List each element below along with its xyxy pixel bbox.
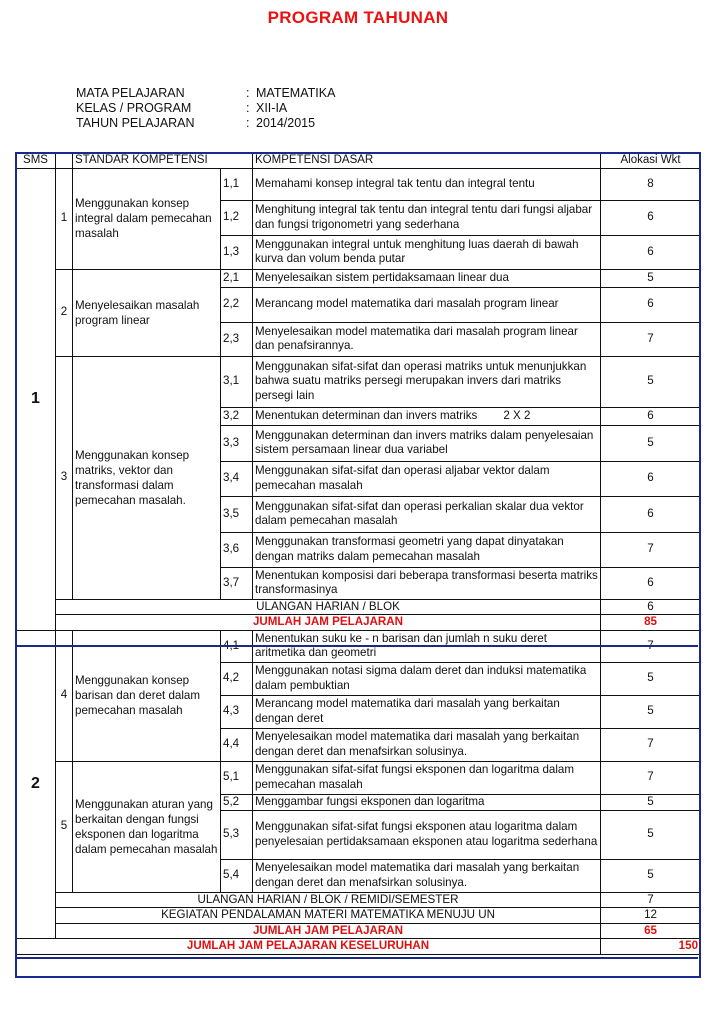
kd-text-cell <box>253 728 601 761</box>
summary-label: KEGIATAN PENDALAMAN MATERI MATEMATIKA MENUJU UN <box>56 908 601 924</box>
kd-text-cell <box>253 859 601 892</box>
kd-text-cell <box>253 269 601 287</box>
kd-text-cell <box>253 810 601 859</box>
kd-text: Menggunakan transformasi geometri yang dapat dinyatakan dengan matriks dalam pemecahan masalah <box>255 535 564 563</box>
meta-value: 2014/2015 <box>256 116 316 130</box>
summary-label: ULANGAN HARIAN / BLOK <box>56 599 601 615</box>
alokasi-value: 7 <box>601 761 701 794</box>
kd-text: Merancang model matematika dari masalah program linear <box>255 297 559 311</box>
meta-row <box>76 101 335 116</box>
kd-number: 5,3 <box>221 810 253 859</box>
kd-number: 1,2 <box>221 200 253 235</box>
kd-text-cell <box>253 200 601 235</box>
summary-value: 85 <box>601 615 701 631</box>
kd-number: 5,1 <box>221 761 253 794</box>
summary-value: 65 <box>601 923 701 939</box>
kd-number: 4,3 <box>221 695 253 728</box>
meta-value: MATEMATIKA <box>256 86 336 100</box>
sk-number: 2 <box>56 269 73 356</box>
kd-text-cell <box>253 425 601 461</box>
page-title: PROGRAM TAHUNAN <box>267 8 449 27</box>
alokasi-value: 5 <box>601 794 701 810</box>
kd-text-cell <box>253 532 601 567</box>
kd-text-cell <box>253 356 601 407</box>
kd-number: 3,5 <box>221 496 253 532</box>
sk-text: Menggunakan aturan yang berkaitan dengan fungsi eksponen dan logaritma dalam pemecahan masalah <box>73 761 221 892</box>
kd-text: Menentukan komposisi dari beberapa transformasi beserta matriks transformasinya <box>255 568 598 596</box>
total-divider <box>16 957 698 959</box>
kd-text: Menentukan determinan dan invers matriks <box>255 408 478 422</box>
summary-label: JUMLAH JAM PELAJARAN <box>56 923 601 939</box>
kd-text-cell <box>253 407 601 425</box>
kd-text-cell <box>253 322 601 356</box>
semester-number: 2 <box>16 630 56 939</box>
summary-row <box>16 908 701 924</box>
kd-text: Menyelesaikan model matematika dari masalah yang berkaitan dengan deret dan menafsirkan solusinya. <box>255 730 580 758</box>
alokasi-value: 5 <box>601 425 701 461</box>
kd-text: Menyelesaikan model matematika dari masalah yang berkaitan dengan deret dan menafsirkan solusinya. <box>255 861 580 889</box>
alokasi-value: 5 <box>601 810 701 859</box>
kd-number: 3,1 <box>221 356 253 407</box>
kd-number: 4,2 <box>221 662 253 695</box>
kd-text: Menyelesaikan model matematika dari masalah program linear dan penafsirannya. <box>255 324 578 352</box>
alokasi-value: 7 <box>601 532 701 567</box>
grand-total-label: JUMLAH JAM PELAJARAN KESELURUHAN <box>16 939 601 955</box>
header-alokasi: Alokasi Wkt <box>601 153 701 169</box>
alokasi-value: 6 <box>601 567 701 599</box>
meta-sep: : <box>246 116 250 130</box>
sk-text: Menggunakan konsep barisan dan deret dalam pemecahan masalah <box>73 630 221 761</box>
kd-text: Menggunakan sifat-sifat dan operasi matriks untuk menunjukkan bahwa suatu matriks persegi merupakan invers dari matriks persegi lain <box>255 359 587 402</box>
kd-text: Menggunakan sifat-sifat dan operasi perkalian skalar dua vektor dalam pemecahan masalah <box>255 499 584 527</box>
alokasi-value: 7 <box>601 322 701 356</box>
header-sms: SMS <box>16 153 56 169</box>
table-row <box>16 761 701 794</box>
alokasi-value: 6 <box>601 407 701 425</box>
grand-total-row <box>16 939 701 955</box>
kd-number: 1,3 <box>221 235 253 269</box>
kd-number: 2,2 <box>221 287 253 322</box>
summary-row <box>16 923 701 939</box>
kd-text: Menggunakan sifat-sifat dan operasi aljabar vektor dalam pemecahan masalah <box>255 464 550 492</box>
alokasi-value: 7 <box>601 630 701 662</box>
alokasi-value: 6 <box>601 200 701 235</box>
table-row <box>16 269 701 287</box>
kd-text: Menggambar fungsi eksponen dan logaritma <box>255 794 485 808</box>
sk-text: Menyelesaikan masalah program linear <box>73 269 221 356</box>
alokasi-value: 5 <box>601 356 701 407</box>
alokasi-value: 6 <box>601 235 701 269</box>
kd-text-cell <box>253 630 601 662</box>
kd-number: 5,4 <box>221 859 253 892</box>
alokasi-value: 6 <box>601 496 701 532</box>
document-meta <box>76 86 335 131</box>
meta-sep: : <box>246 86 250 100</box>
summary-value: 7 <box>601 892 701 908</box>
header-sk: STANDAR KOMPETENSI <box>73 153 253 169</box>
kd-number: 3,4 <box>221 461 253 496</box>
kd-text-cell <box>253 794 601 810</box>
alokasi-value: 5 <box>601 859 701 892</box>
alokasi-value: 5 <box>601 662 701 695</box>
sk-text: Menggunakan konsep integral dalam pemecahan masalah <box>73 168 221 269</box>
kd-text: Menggunakan sifat-sifat fungsi eksponen dan logaritma dalam pemecahan masalah <box>255 763 575 791</box>
sk-number: 5 <box>56 761 73 892</box>
table-row <box>16 630 701 662</box>
kd-number: 3,2 <box>221 407 253 425</box>
kd-text-cell <box>253 695 601 728</box>
sk-number: 1 <box>56 168 73 269</box>
alokasi-value: 8 <box>601 168 701 200</box>
sk-text: Menggunakan konsep matriks, vektor dan transformasi dalam pemecahan masalah. <box>73 356 221 599</box>
kd-text: Menggunakan notasi sigma dalam deret dan induksi matematika dalam pembuktian <box>255 664 587 692</box>
sk-number: 3 <box>56 356 73 599</box>
summary-value: 6 <box>601 599 701 615</box>
kd-text: Menggunakan integral untuk menghitung luas daerah di bawah kurva dan volum benda putar <box>255 237 579 265</box>
table-row <box>16 168 701 200</box>
kd-number: 2,1 <box>221 269 253 287</box>
meta-key: KELAS / PROGRAM <box>76 101 192 115</box>
kd-text: Memahami konsep integral tak tentu dan integral tentu <box>255 176 535 190</box>
kd-text: Menyelesaikan sistem pertidaksamaan linear dua <box>255 270 509 284</box>
alokasi-value: 6 <box>601 287 701 322</box>
summary-row <box>16 892 701 908</box>
sk-number: 4 <box>56 630 73 761</box>
kd-number: 4,1 <box>221 630 253 662</box>
alokasi-value: 5 <box>601 695 701 728</box>
kd-number: 4,4 <box>221 728 253 761</box>
kd-text: Menghitung integral tak tentu dan integral tentu dari fungsi aljabar dan fungsi trigonometri yang sederhana <box>255 203 593 231</box>
meta-key: MATA PELAJARAN <box>76 86 185 100</box>
kd-text-cell <box>253 235 601 269</box>
meta-row <box>76 86 335 101</box>
header-sk-no <box>56 153 73 169</box>
kd-text: Menggunakan determinan dan invers matriks dalam penyelesaian sistem persamaan linear dua variabel <box>255 428 594 456</box>
kd-text: Menggunakan sifat-sifat fungsi eksponen atau logaritma dalam penyelesaian pertidaksamaan eksponen atau logaritma sederhana <box>255 820 598 848</box>
alokasi-value: 5 <box>601 269 701 287</box>
meta-sep: : <box>246 101 250 115</box>
summary-label: JUMLAH JAM PELAJARAN <box>56 615 601 631</box>
table-row <box>16 356 701 407</box>
header-kd: KOMPETENSI DASAR <box>253 153 601 169</box>
alokasi-value: 6 <box>601 461 701 496</box>
kd-number: 3,3 <box>221 425 253 461</box>
alokasi-value: 7 <box>601 728 701 761</box>
kd-text-cell <box>253 496 601 532</box>
summary-row <box>16 599 701 615</box>
kd-text: Menentukan suku ke - n barisan dan jumlah n suku deret aritmetika dan geometri <box>255 631 547 659</box>
meta-key: TAHUN PELAJARAN <box>76 116 195 130</box>
meta-value: XII-IA <box>256 101 288 115</box>
program-table <box>15 152 701 955</box>
kd-text-cell <box>253 662 601 695</box>
kd-number: 3,6 <box>221 532 253 567</box>
summary-label: ULANGAN HARIAN / BLOK / REMIDI/SEMESTER <box>56 892 601 908</box>
semester-number: 1 <box>16 168 56 630</box>
kd-text-cell <box>253 761 601 794</box>
kd-number: 1,1 <box>221 168 253 200</box>
kd-text-cell <box>253 567 601 599</box>
summary-row <box>16 615 701 631</box>
kd-text-cell <box>253 168 601 200</box>
meta-row <box>76 116 335 131</box>
kd-text-cell <box>253 287 601 322</box>
grand-total-value: 150 <box>601 939 701 955</box>
table-header-row <box>16 153 701 169</box>
kd-text: Merancang model matematika dari masalah yang berkaitan dengan deret <box>255 697 560 725</box>
kd-number: 5,2 <box>221 794 253 810</box>
kd-number: 2,3 <box>221 322 253 356</box>
summary-value: 12 <box>601 908 701 924</box>
kd-extra: 2 X 2 <box>503 408 531 422</box>
kd-number: 3,7 <box>221 567 253 599</box>
kd-text-cell <box>253 461 601 496</box>
